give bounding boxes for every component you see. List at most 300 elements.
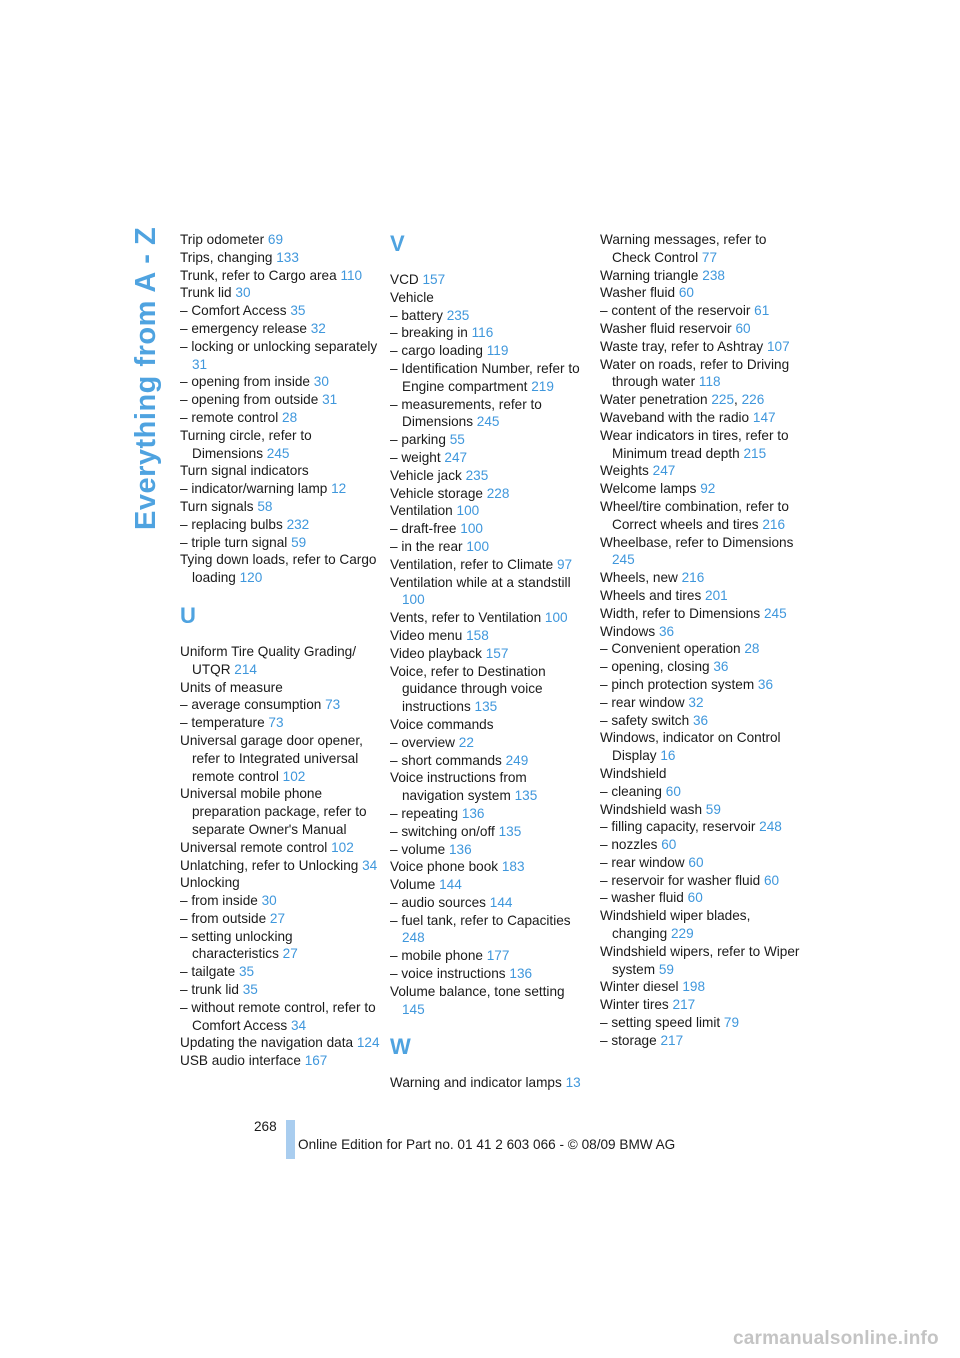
- page-link[interactable]: 177: [486, 948, 510, 964]
- index-term: Video playback: [390, 645, 482, 661]
- index-term: Volume: [390, 877, 436, 893]
- page-link[interactable]: 102: [331, 839, 354, 855]
- index-entry: [600, 320, 800, 338]
- index-entry: [600, 658, 800, 676]
- index-entry: [600, 480, 800, 498]
- index-term: Width, refer to Dimensions: [600, 605, 761, 621]
- index-term: Welcome lamps: [600, 481, 697, 497]
- index-term: – volume: [390, 841, 446, 857]
- index-term: – replacing bulbs: [180, 516, 283, 532]
- index-term: Vehicle jack: [390, 467, 462, 483]
- page-link[interactable]: 69: [267, 232, 284, 247]
- index-entry: [390, 627, 590, 645]
- index-term: – filling capacity, reservoir: [600, 819, 756, 835]
- page-link[interactable]: 60: [688, 854, 704, 870]
- page-link[interactable]: 60: [661, 837, 677, 853]
- index-entry: [600, 302, 800, 320]
- index-term: Video menu: [390, 627, 463, 643]
- index-entry: [180, 857, 380, 875]
- index-term: – opening from outside: [180, 392, 319, 408]
- page-link[interactable]: 30: [261, 893, 277, 909]
- page-link[interactable]: 248: [759, 819, 782, 835]
- index-entry: [390, 912, 590, 948]
- index-entry: [180, 551, 380, 587]
- page-link[interactable]: 59: [705, 801, 721, 817]
- index-entry: [390, 752, 590, 770]
- index-term: – weight: [390, 449, 441, 465]
- page-link[interactable]: 219: [531, 378, 554, 394]
- index-entry: [180, 732, 380, 785]
- index-entry: [180, 338, 380, 374]
- page-link[interactable]: 60: [678, 285, 694, 301]
- index-entry: [600, 978, 800, 996]
- footer-text: Online Edition for Part no. 01 41 2 603 066 - © 08/09 BMW AG: [298, 1137, 676, 1152]
- index-entry: [180, 373, 380, 391]
- index-term: – temperature: [180, 715, 265, 731]
- index-entry: [390, 431, 590, 449]
- page-link[interactable]: 119: [486, 343, 509, 359]
- index-term: – breaking in: [390, 325, 468, 341]
- index-entry: [180, 320, 380, 338]
- index-entry: [600, 996, 800, 1014]
- page-link[interactable]: 61: [754, 303, 770, 319]
- index-term: Wheelbase, refer to Dimensions: [600, 534, 794, 550]
- index-entry: [390, 858, 590, 876]
- index-entry: [180, 1034, 380, 1052]
- index-entry: [180, 249, 380, 267]
- page-link[interactable]: 249: [505, 752, 529, 768]
- page-link[interactable]: 229: [670, 926, 694, 942]
- index-term: – remote control: [180, 409, 279, 425]
- page-link[interactable]: 167: [304, 1053, 328, 1069]
- index-entry: [180, 910, 380, 928]
- page-link[interactable]: 35: [238, 964, 255, 980]
- page-separator: ,: [734, 392, 738, 408]
- page-link[interactable]: 79: [723, 1015, 740, 1031]
- index-entry: [600, 765, 800, 783]
- index-term: Trips, changing: [180, 249, 273, 265]
- index-term: Voice phone book: [390, 859, 499, 875]
- index-term: – from outside: [180, 910, 267, 926]
- index-term: Trunk, refer to Cargo area: [180, 267, 337, 283]
- page-link[interactable]: 225: [711, 392, 735, 408]
- index-entry: [180, 391, 380, 409]
- index-entry: [600, 409, 800, 427]
- index-term: Turn signal indicators: [180, 463, 309, 479]
- index-entry: [600, 623, 800, 641]
- page-link[interactable]: 247: [444, 449, 468, 465]
- index-term: – washer fluid: [600, 890, 684, 906]
- index-letter-heading: U: [180, 602, 196, 628]
- page-link[interactable]: 217: [672, 997, 696, 1013]
- index-term: – indicator/warning lamp: [180, 481, 328, 497]
- index-term: Universal mobile phone preparation package, refer to separate Owner's Manual: [180, 786, 367, 837]
- index-term: Warning triangle: [600, 267, 699, 283]
- index-column-1: [180, 231, 380, 1070]
- index-entry: [390, 716, 590, 734]
- page-link[interactable]: 107: [766, 338, 790, 354]
- index-term: Windshield wash: [600, 801, 702, 817]
- index-entry: [600, 498, 800, 534]
- page-link[interactable]: 136: [461, 805, 485, 821]
- index-letter-heading: V: [390, 231, 405, 256]
- index-entry: [600, 783, 800, 801]
- page-link[interactable]: 135: [474, 699, 498, 715]
- index-term: Trip odometer: [180, 232, 265, 247]
- page-link[interactable]: 157: [422, 272, 446, 287]
- page-link[interactable]: 144: [439, 877, 462, 893]
- index-entry: [180, 284, 380, 302]
- index-term: – triple turn signal: [180, 534, 288, 550]
- index-term: Windows: [600, 623, 656, 639]
- index-entry: [390, 324, 590, 342]
- page-link[interactable]: 30: [313, 374, 329, 390]
- index-entry: [180, 696, 380, 714]
- index-term: – emergency release: [180, 320, 307, 336]
- index-entry: [600, 854, 800, 872]
- index-entry: [180, 892, 380, 910]
- index-term: – voice instructions: [390, 966, 506, 982]
- index-entry: [180, 231, 380, 249]
- index-entry: [180, 981, 380, 999]
- page-link[interactable]: 34: [290, 1017, 307, 1033]
- page-link[interactable]: 31: [192, 356, 208, 372]
- index-entry: [600, 943, 800, 979]
- page-link[interactable]: 28: [282, 409, 298, 425]
- page-link[interactable]: 100: [460, 521, 483, 537]
- page-link[interactable]: 216: [762, 516, 786, 532]
- page-link[interactable]: 217: [660, 1032, 684, 1048]
- index-entry: [390, 485, 590, 503]
- index-entry: [390, 965, 590, 983]
- index-entry: [600, 284, 800, 302]
- page-link[interactable]: 13: [565, 1075, 581, 1091]
- index-term: Updating the navigation data: [180, 1035, 354, 1051]
- page-link[interactable]: 183: [501, 859, 525, 875]
- index-entry: [180, 963, 380, 981]
- watermark[interactable]: carmanualsonline.info: [733, 1328, 939, 1349]
- page-link[interactable]: 120: [239, 570, 263, 586]
- index-term: Unlatching, refer to Unlocking: [180, 857, 359, 873]
- index-term: Vents, refer to Ventilation: [390, 610, 542, 626]
- page-link[interactable]: 110: [340, 267, 363, 283]
- index-entry: [600, 712, 800, 730]
- page-link[interactable]: 216: [681, 570, 705, 586]
- index-entry: [600, 836, 800, 854]
- index-term: USB audio interface: [180, 1053, 301, 1069]
- index-entry: [390, 1074, 590, 1092]
- index-entry: [390, 663, 590, 716]
- page-link[interactable]: 58: [257, 498, 273, 514]
- index-entry: [390, 360, 590, 396]
- page-link[interactable]: 235: [446, 307, 470, 323]
- page-link[interactable]: 59: [291, 534, 307, 550]
- page-link[interactable]: 245: [763, 605, 787, 621]
- index-term: – fuel tank, refer to Capacities: [390, 912, 571, 928]
- index-entry: [390, 520, 590, 538]
- index-term: – content of the reservoir: [600, 303, 751, 319]
- index-entry: [600, 676, 800, 694]
- index-entry: [600, 605, 800, 623]
- page-link[interactable]: 144: [489, 894, 513, 910]
- index-term: – audio sources: [390, 894, 486, 910]
- index-term: Voice commands: [390, 716, 494, 732]
- index-term: – rear window: [600, 694, 685, 710]
- page-link[interactable]: 97: [557, 556, 573, 572]
- index-term: Turning circle, refer to Dimensions: [180, 427, 312, 461]
- index-term: – from inside: [180, 893, 258, 909]
- index-term: – mobile phone: [390, 948, 483, 964]
- page-link[interactable]: 135: [514, 788, 538, 804]
- page-link[interactable]: 201: [705, 587, 728, 603]
- page-link[interactable]: 35: [290, 303, 306, 319]
- index-term: – storage: [600, 1032, 657, 1048]
- page-link[interactable]: 60: [687, 890, 703, 906]
- index-term: – parking: [390, 432, 446, 448]
- index-entry: [390, 823, 590, 841]
- page-link[interactable]: 60: [665, 783, 681, 799]
- index-entry: [390, 289, 590, 307]
- page-number: 268: [254, 1119, 277, 1134]
- index-term: – setting speed limit: [600, 1015, 721, 1031]
- index-term: Voice, refer to Destination guidance through voice instructions: [390, 663, 546, 715]
- index-entry: [390, 307, 590, 325]
- page-link[interactable]: 92: [700, 481, 716, 497]
- page-link[interactable]: 157: [485, 645, 509, 661]
- index-entry: [390, 769, 590, 805]
- page-link[interactable]: 238: [702, 267, 725, 283]
- index-entry: [390, 396, 590, 432]
- index-term: – Convenient operation: [600, 641, 741, 657]
- index-term: VCD: [390, 272, 419, 287]
- index-entry: [390, 983, 590, 1019]
- page-link[interactable]: 27: [269, 910, 286, 926]
- page-link[interactable]: 16: [660, 748, 676, 764]
- index-entry: [600, 391, 800, 409]
- index-entry: [600, 801, 800, 819]
- index-term: Wheel/tire combination, refer to Correct wheels and tires: [600, 498, 789, 532]
- index-term: Unlocking: [180, 875, 240, 891]
- index-term: Wear indicators in tires, refer to Minimum tread depth: [600, 427, 789, 461]
- index-entry: [600, 534, 800, 570]
- index-entry: [390, 467, 590, 485]
- page-link[interactable]: 36: [692, 712, 709, 728]
- index-entry: [390, 876, 590, 894]
- index-term: Water penetration: [600, 392, 708, 408]
- index-entry: [180, 534, 380, 552]
- page-link[interactable]: 100: [466, 538, 490, 554]
- page-link[interactable]: 215: [743, 445, 767, 461]
- index-entry: [180, 462, 380, 480]
- index-term: Waveband with the radio: [600, 409, 750, 425]
- index-entry: [600, 267, 800, 285]
- index-entry: [390, 947, 590, 965]
- index-term: – short commands: [390, 752, 502, 768]
- index-entry: [600, 889, 800, 907]
- index-entry: [390, 271, 590, 289]
- page-link[interactable]: 235: [465, 467, 489, 483]
- page-link[interactable]: 73: [325, 697, 341, 713]
- page-link[interactable]: 102: [282, 768, 306, 784]
- page-link[interactable]: 247: [652, 463, 676, 479]
- index-term: Wheels and tires: [600, 587, 702, 603]
- index-entry: [390, 538, 590, 556]
- page-link[interactable]: 60: [735, 320, 751, 336]
- index-entry: [600, 818, 800, 836]
- page-link[interactable]: 158: [466, 627, 489, 643]
- index-term: – draft-free: [390, 521, 457, 537]
- index-entry: [600, 427, 800, 463]
- page-link[interactable]: 133: [276, 249, 299, 265]
- index-column-2: [390, 231, 590, 1092]
- page-link[interactable]: 124: [356, 1035, 380, 1051]
- index-term: – Identification Number, refer to Engine compartment: [390, 360, 580, 394]
- page-link[interactable]: 36: [757, 676, 774, 692]
- page-link[interactable]: 36: [713, 659, 729, 675]
- page-link[interactable]: 135: [498, 823, 522, 839]
- index-entry: [600, 1032, 800, 1050]
- index-term: – without remote control, refer to Comfort Access: [180, 999, 376, 1033]
- index-letter-heading: W: [390, 1034, 411, 1060]
- index-term: – repeating: [390, 805, 459, 821]
- index-term: Uniform Tire Quality Grading/ UTQR: [180, 643, 357, 677]
- index-term: – trunk lid: [180, 982, 239, 998]
- index-entry: [180, 928, 380, 964]
- index-entry: [390, 841, 590, 859]
- index-entry: [390, 449, 590, 467]
- page-link[interactable]: 36: [658, 623, 675, 639]
- page-link[interactable]: 116: [471, 325, 494, 341]
- page-link[interactable]: 214: [234, 661, 257, 677]
- index-term: – average consumption: [180, 697, 322, 713]
- index-entry: [180, 302, 380, 320]
- index-term: – opening, closing: [600, 659, 710, 675]
- index-term: Universal garage door opener, refer to Integrated universal remote control: [180, 732, 363, 784]
- page-link[interactable]: 28: [744, 641, 760, 657]
- index-entry: [180, 480, 380, 498]
- index-term: – nozzles: [600, 837, 658, 853]
- page-link[interactable]: 34: [362, 857, 378, 873]
- index-entry: [600, 907, 800, 943]
- index-term: Water on roads, refer to Driving through water: [600, 356, 790, 390]
- page-link[interactable]: 248: [402, 930, 425, 946]
- page-link[interactable]: 22: [458, 734, 474, 750]
- page-link[interactable]: 145: [402, 1001, 425, 1017]
- index-entry: [600, 1014, 800, 1032]
- page-link[interactable]: 100: [544, 610, 568, 626]
- page-link[interactable]: 32: [310, 320, 326, 336]
- index-entry: [180, 1052, 380, 1070]
- page-link[interactable]: 245: [476, 414, 500, 430]
- index-term: Wheels, new: [600, 570, 678, 586]
- index-term: – in the rear: [390, 538, 463, 554]
- page-link[interactable]: 27: [282, 946, 298, 962]
- index-term: Windshield: [600, 765, 667, 781]
- index-entry: [600, 872, 800, 890]
- index-entry: [390, 645, 590, 663]
- index-term: Ventilation, refer to Climate: [390, 556, 554, 572]
- page-link[interactable]: 232: [286, 516, 310, 532]
- index-term: Washer fluid: [600, 285, 676, 301]
- index-term: Units of measure: [180, 679, 283, 695]
- page-link[interactable]: 35: [242, 982, 258, 998]
- index-term: Voice instructions from navigation system: [390, 770, 527, 804]
- page-link[interactable]: 100: [456, 503, 480, 519]
- page-link[interactable]: 198: [682, 979, 706, 995]
- index-entry: [390, 502, 590, 520]
- index-entry: [180, 409, 380, 427]
- index-entry: [390, 609, 590, 627]
- index-term: – locking or unlocking separately: [180, 338, 378, 354]
- index-term: Universal remote control: [180, 839, 328, 855]
- page-link[interactable]: 59: [658, 961, 674, 977]
- index-term: Tying down loads, refer to Cargo loading: [180, 552, 377, 586]
- page-link[interactable]: 147: [752, 409, 776, 425]
- index-term: – Comfort Access: [180, 303, 287, 319]
- page-link[interactable]: 32: [688, 694, 704, 710]
- page-link[interactable]: 136: [448, 841, 472, 857]
- index-entry: [180, 874, 380, 892]
- index-term: Weights: [600, 463, 649, 479]
- page-link[interactable]: 31: [322, 392, 338, 408]
- index-entry: [390, 805, 590, 823]
- index-term: – pinch protection system: [600, 676, 755, 692]
- page-link[interactable]: 30: [235, 285, 251, 301]
- page-link[interactable]: 55: [449, 432, 465, 448]
- index-entry: [600, 356, 800, 392]
- index-term: Vehicle: [390, 289, 434, 305]
- index-entry: [390, 574, 590, 610]
- index-term: – rear window: [600, 854, 685, 870]
- page-link[interactable]: 245: [612, 552, 635, 568]
- page-link[interactable]: 226: [741, 392, 765, 408]
- page-link[interactable]: 118: [698, 374, 721, 390]
- index-term: Waste tray, refer to Ashtray: [600, 338, 764, 354]
- index-entry: [180, 714, 380, 732]
- index-term: Ventilation: [390, 503, 453, 519]
- index-term: Windshield wiper blades, changing: [600, 908, 751, 942]
- footer-bar: [286, 1120, 295, 1159]
- page-link[interactable]: 136: [509, 966, 533, 982]
- index-entry: [390, 556, 590, 574]
- page-link[interactable]: 73: [268, 715, 284, 731]
- page-link[interactable]: 228: [486, 485, 510, 501]
- index-term: – battery: [390, 307, 443, 323]
- index-entry: [600, 640, 800, 658]
- index-term: Ventilation while at a standstill: [390, 574, 571, 590]
- index-entry: [180, 679, 380, 697]
- page-link[interactable]: 12: [331, 481, 347, 497]
- index-term: Volume balance, tone setting: [390, 983, 565, 999]
- index-entry: [600, 587, 800, 605]
- index-term: – tailgate: [180, 964, 236, 980]
- index-term: Warning messages, refer to Check Control: [600, 232, 767, 265]
- index-entry: [180, 785, 380, 838]
- index-term: Windshield wipers, refer to Wiper system: [600, 943, 800, 977]
- index-term: Winter diesel: [600, 979, 679, 995]
- page-link[interactable]: 77: [701, 249, 718, 265]
- index-term: – setting unlocking characteristics: [180, 928, 293, 962]
- index-term: – reservoir for washer fluid: [600, 872, 761, 888]
- index-term: – cleaning: [600, 783, 662, 799]
- index-term: Winter tires: [600, 997, 669, 1013]
- page-link[interactable]: 60: [763, 872, 780, 888]
- page-link[interactable]: 100: [402, 592, 425, 608]
- index-term: Vehicle storage: [390, 485, 483, 501]
- index-term: – opening from inside: [180, 374, 310, 390]
- page-link[interactable]: 245: [266, 445, 290, 461]
- index-entry: [180, 839, 380, 857]
